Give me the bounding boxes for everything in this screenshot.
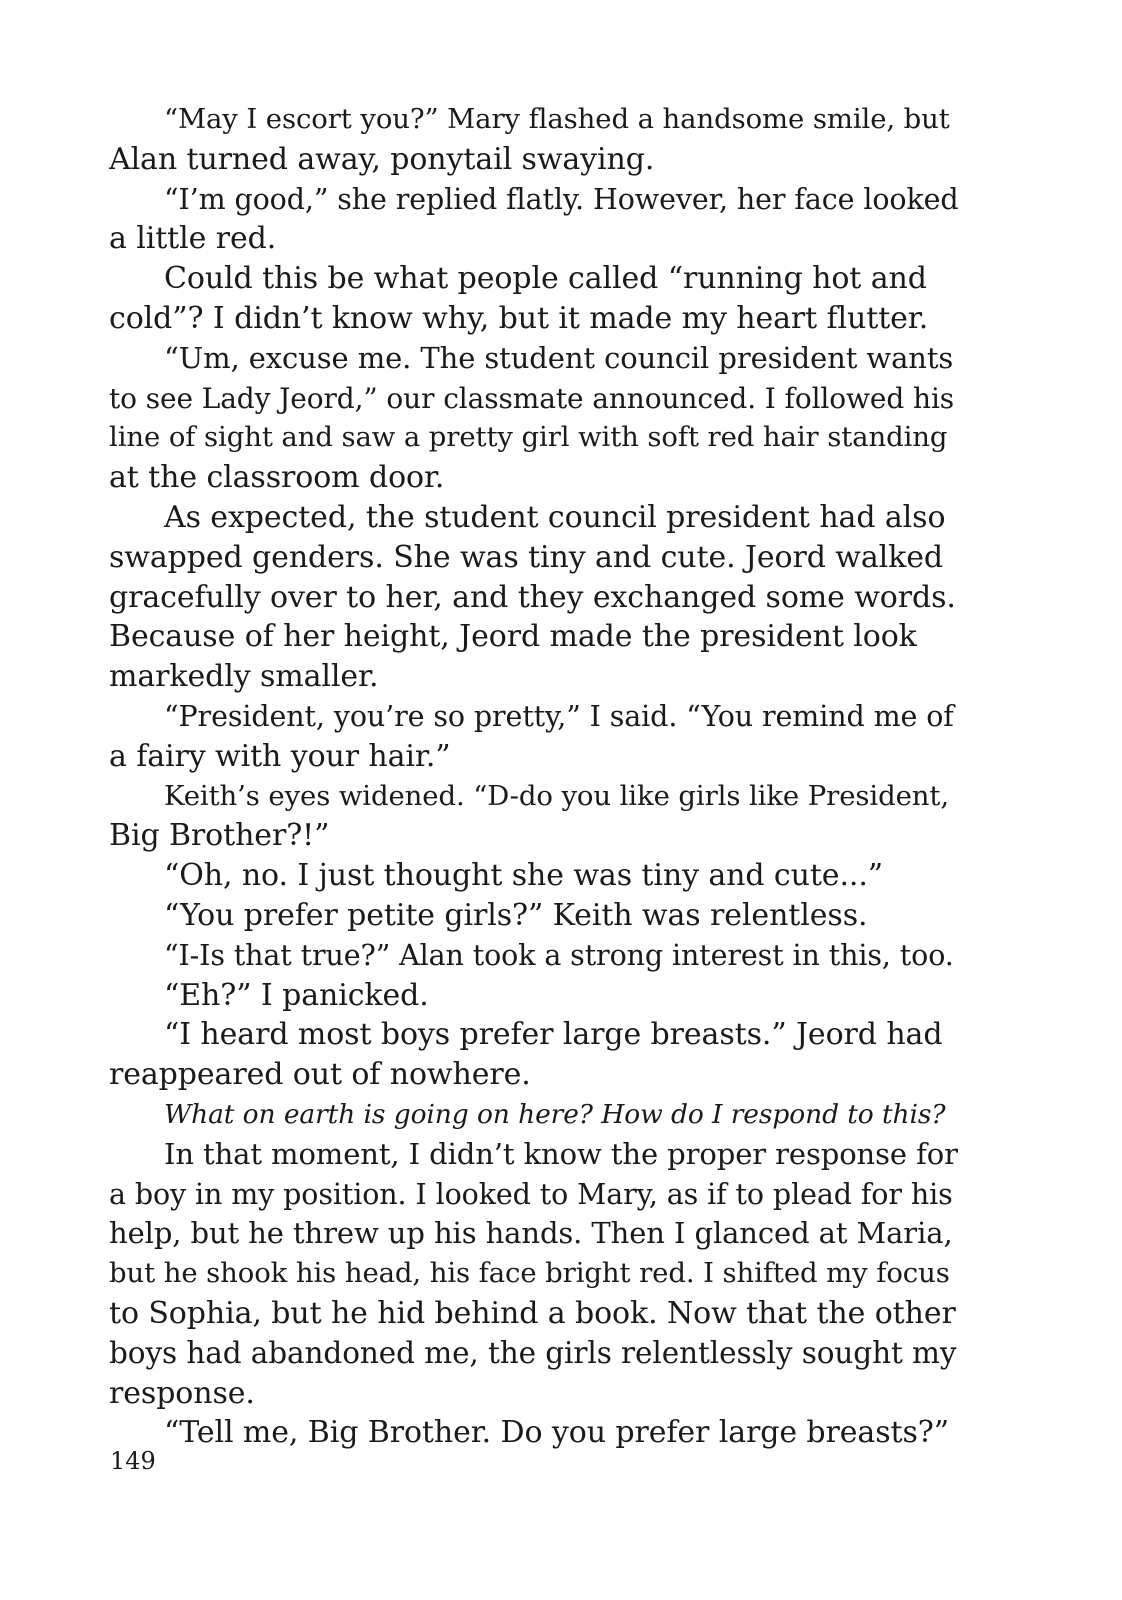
text-line: Keith’s eyes widened. “D-do you like girls like President, — [164, 779, 949, 812]
text-line: a boy in my position. I looked to Mary, as if to plead for his — [109, 1177, 953, 1211]
text-line: line of sight and saw a pretty girl with soft red hair standing — [109, 421, 948, 454]
text-line: “I’m good,” she replied flatly. However, her face looked — [164, 182, 959, 216]
text-line: “I-Is that true?” Alan took a strong interest in this, too. — [164, 938, 954, 972]
text-line: boys had abandoned me, the girls relentlessly sought my — [109, 1335, 957, 1370]
text-line: a little red. — [109, 221, 277, 257]
body-text — [109, 100, 959, 1453]
text-line: “I heard most boys prefer large breasts.” Jeord had — [164, 1017, 943, 1053]
text-line: cold”? I didn’t know why, but it made my heart flutter. — [109, 300, 929, 336]
text-line: help, but he threw up his hands. Then I glanced at Maria, — [109, 1216, 953, 1251]
text-line: reappeared out of nowhere. — [109, 1057, 531, 1093]
text-line: “Tell me, Big Brother. Do you prefer large breasts?” — [164, 1415, 949, 1451]
text-line: In that moment, I didn’t know the proper response for — [164, 1136, 958, 1171]
text-line: What on earth is going on here? How do I respond to this? — [164, 1098, 946, 1130]
text-line: response. — [109, 1375, 255, 1411]
text-line: Big Brother?!” — [109, 818, 330, 854]
text-line: markedly smaller. — [109, 659, 379, 695]
text-line: swapped genders. She was tiny and cute. Jeord walked — [109, 539, 943, 575]
text-line: to see Lady Jeord,” our classmate announced. I followed his — [109, 381, 955, 415]
text-line: gracefully over to her, and they exchanged some words. — [109, 579, 956, 615]
text-line: “Eh?” I panicked. — [164, 977, 429, 1013]
page-number: 149 — [110, 1447, 156, 1475]
text-line: Because of her height, Jeord made the president look — [109, 619, 917, 655]
text-line: but he shook his head, his face bright red. I shifted my focus — [109, 1257, 950, 1290]
text-line: to Sophia, but he hid behind a book. Now that the other — [109, 1295, 956, 1331]
text-line: “President, you’re so pretty,” I said. “You remind me of — [164, 699, 954, 733]
text-line: Alan turned away, ponytail swaying. — [109, 141, 655, 177]
text-line: “May I escort you?” Mary flashed a handsome smile, but — [164, 103, 950, 135]
text-line: “Oh, no. I just thought she was tiny and cute...” — [164, 858, 884, 894]
text-line: “You prefer petite girls?” Keith was relentless. — [164, 897, 868, 933]
text-line: As expected, the student council president had also — [164, 499, 946, 535]
text-line: a fairy with your hair.” — [109, 738, 451, 774]
text-line: Could this be what people called “running hot and — [164, 261, 927, 297]
text-line: at the classroom door. — [109, 460, 445, 496]
text-line: “Um, excuse me. The student council president wants — [164, 340, 954, 375]
